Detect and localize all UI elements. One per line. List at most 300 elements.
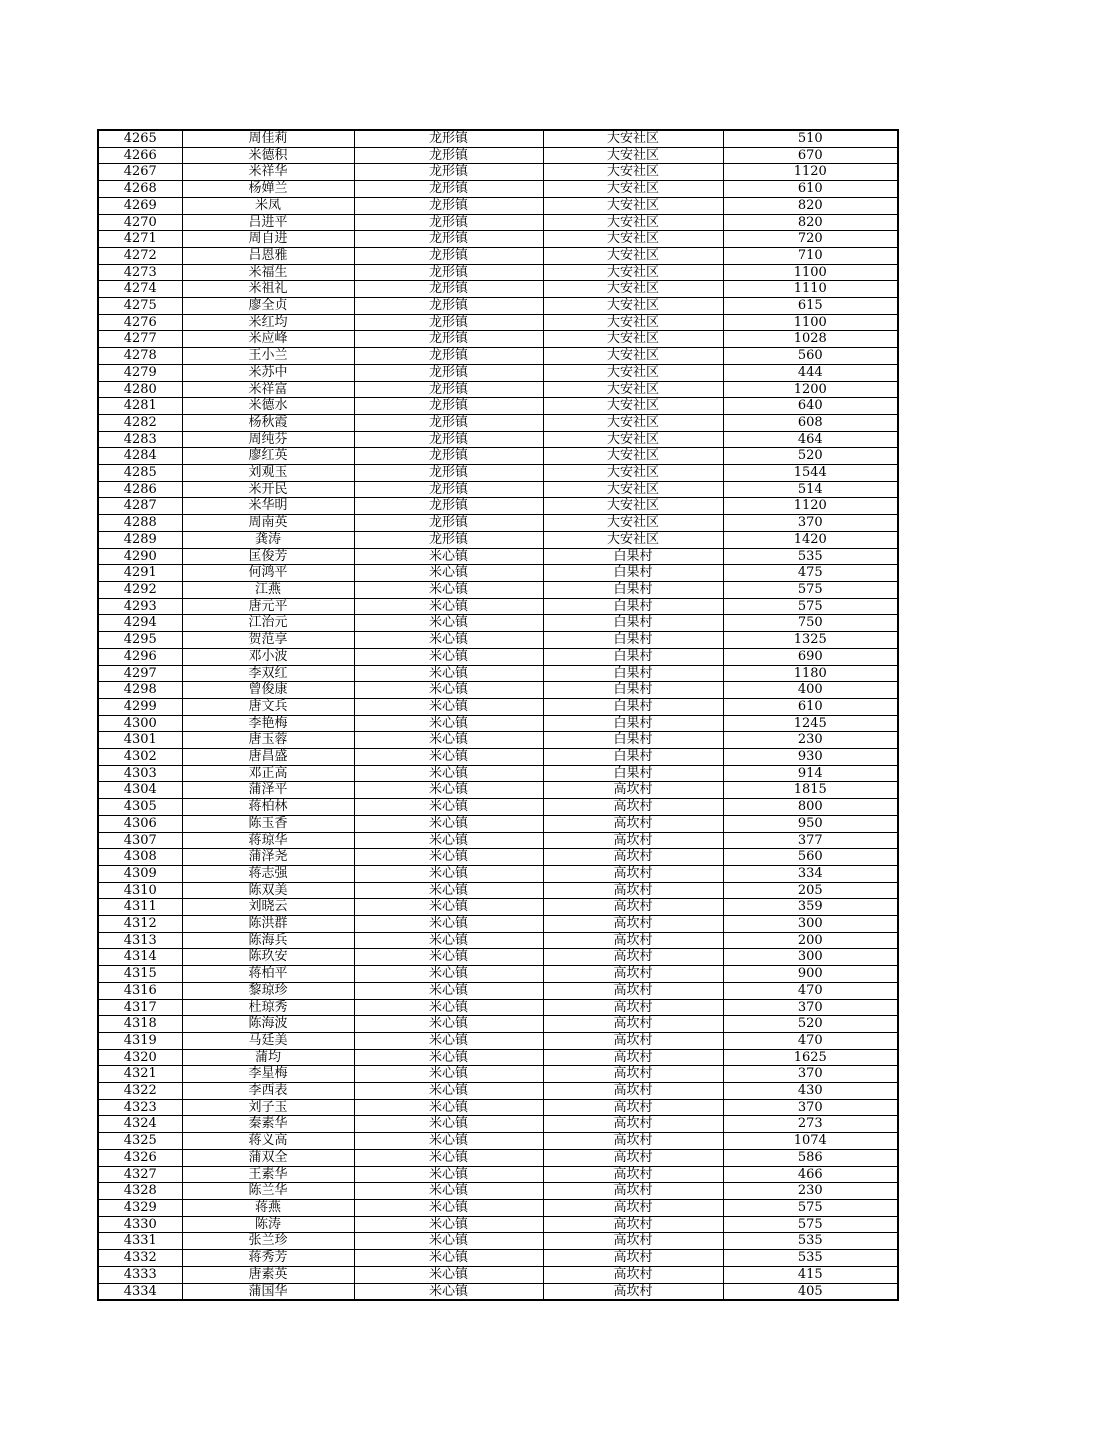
- amount-cell: 750: [723, 615, 898, 632]
- village-cell: 白果村: [543, 548, 723, 565]
- table-row: [98, 982, 898, 999]
- name-cell: 米红均: [182, 314, 354, 331]
- table-row: [98, 481, 898, 498]
- amount-cell: 510: [723, 130, 898, 147]
- town-cell: 米心镇: [354, 598, 543, 615]
- row-number-cell: 4268: [98, 181, 182, 198]
- village-cell: 高坎村: [543, 1016, 723, 1033]
- village-cell: 高坎村: [543, 1032, 723, 1049]
- row-number-cell: 4302: [98, 749, 182, 766]
- amount-cell: 1325: [723, 632, 898, 649]
- amount-cell: 520: [723, 448, 898, 465]
- village-cell: 高坎村: [543, 1133, 723, 1150]
- amount-cell: 300: [723, 916, 898, 933]
- amount-cell: 900: [723, 966, 898, 983]
- amount-cell: 1625: [723, 1049, 898, 1066]
- amount-cell: 720: [723, 231, 898, 248]
- name-cell: 邓正高: [182, 765, 354, 782]
- table-row: [98, 1066, 898, 1083]
- row-number-cell: 4303: [98, 765, 182, 782]
- amount-cell: 1074: [723, 1133, 898, 1150]
- name-cell: 蒲双全: [182, 1149, 354, 1166]
- town-cell: 龙形镇: [354, 331, 543, 348]
- table-row: [98, 1166, 898, 1183]
- amount-cell: 1120: [723, 164, 898, 181]
- row-number-cell: 4334: [98, 1283, 182, 1300]
- name-cell: 米应峰: [182, 331, 354, 348]
- row-number-cell: 4322: [98, 1083, 182, 1100]
- town-cell: 米心镇: [354, 782, 543, 799]
- amount-cell: 1028: [723, 331, 898, 348]
- row-number-cell: 4318: [98, 1016, 182, 1033]
- table-row: [98, 732, 898, 749]
- village-cell: 大安社区: [543, 331, 723, 348]
- row-number-cell: 4301: [98, 732, 182, 749]
- name-cell: 陈兰华: [182, 1183, 354, 1200]
- town-cell: 米心镇: [354, 849, 543, 866]
- row-number-cell: 4316: [98, 982, 182, 999]
- amount-cell: 370: [723, 1099, 898, 1116]
- village-cell: 大安社区: [543, 398, 723, 415]
- village-cell: 白果村: [543, 732, 723, 749]
- table-row: [98, 966, 898, 983]
- row-number-cell: 4267: [98, 164, 182, 181]
- name-cell: 米祥华: [182, 164, 354, 181]
- row-number-cell: 4276: [98, 314, 182, 331]
- table-row: [98, 782, 898, 799]
- amount-cell: 400: [723, 682, 898, 699]
- village-cell: 高坎村: [543, 982, 723, 999]
- town-cell: 米心镇: [354, 815, 543, 832]
- town-cell: 龙形镇: [354, 281, 543, 298]
- row-number-cell: 4274: [98, 281, 182, 298]
- table-row: [98, 1183, 898, 1200]
- name-cell: 米德水: [182, 398, 354, 415]
- row-number-cell: 4284: [98, 448, 182, 465]
- town-cell: 米心镇: [354, 899, 543, 916]
- row-number-cell: 4283: [98, 431, 182, 448]
- amount-cell: 560: [723, 348, 898, 365]
- village-cell: 白果村: [543, 581, 723, 598]
- amount-cell: 230: [723, 732, 898, 749]
- name-cell: 何鸿平: [182, 565, 354, 582]
- row-number-cell: 4277: [98, 331, 182, 348]
- table-row: [98, 1283, 898, 1300]
- row-number-cell: 4289: [98, 531, 182, 548]
- town-cell: 米心镇: [354, 615, 543, 632]
- table-row: [98, 414, 898, 431]
- name-cell: 江燕: [182, 581, 354, 598]
- name-cell: 唐素英: [182, 1266, 354, 1283]
- table-row: [98, 799, 898, 816]
- table-row: [98, 1099, 898, 1116]
- table-row: [98, 281, 898, 298]
- table-row: [98, 682, 898, 699]
- town-cell: 米心镇: [354, 715, 543, 732]
- town-cell: 米心镇: [354, 1066, 543, 1083]
- town-cell: 米心镇: [354, 1032, 543, 1049]
- amount-cell: 370: [723, 515, 898, 532]
- name-cell: 刘子玉: [182, 1099, 354, 1116]
- amount-cell: 560: [723, 849, 898, 866]
- village-cell: 大安社区: [543, 147, 723, 164]
- village-cell: 高坎村: [543, 1283, 723, 1300]
- amount-cell: 1120: [723, 498, 898, 515]
- row-number-cell: 4297: [98, 665, 182, 682]
- town-cell: 龙形镇: [354, 531, 543, 548]
- village-cell: 高坎村: [543, 815, 723, 832]
- town-cell: 龙形镇: [354, 264, 543, 281]
- table-row: [98, 615, 898, 632]
- table-row: [98, 364, 898, 381]
- village-cell: 白果村: [543, 665, 723, 682]
- town-cell: 米心镇: [354, 865, 543, 882]
- village-cell: 大安社区: [543, 164, 723, 181]
- village-cell: 高坎村: [543, 1049, 723, 1066]
- name-cell: 唐玉蓉: [182, 732, 354, 749]
- data-table: [97, 129, 899, 1301]
- amount-cell: 1100: [723, 314, 898, 331]
- table-row: [98, 1250, 898, 1267]
- row-number-cell: 4330: [98, 1216, 182, 1233]
- amount-cell: 464: [723, 431, 898, 448]
- town-cell: 米心镇: [354, 999, 543, 1016]
- name-cell: 陈玉香: [182, 815, 354, 832]
- town-cell: 龙形镇: [354, 431, 543, 448]
- amount-cell: 610: [723, 181, 898, 198]
- table-row: [98, 448, 898, 465]
- town-cell: 米心镇: [354, 1216, 543, 1233]
- town-cell: 米心镇: [354, 749, 543, 766]
- village-cell: 高坎村: [543, 1200, 723, 1217]
- village-cell: 高坎村: [543, 1083, 723, 1100]
- table-row: [98, 498, 898, 515]
- village-cell: 高坎村: [543, 1099, 723, 1116]
- row-number-cell: 4273: [98, 264, 182, 281]
- name-cell: 李西表: [182, 1083, 354, 1100]
- town-cell: 龙形镇: [354, 181, 543, 198]
- amount-cell: 370: [723, 1066, 898, 1083]
- table-row: [98, 1083, 898, 1100]
- village-cell: 高坎村: [543, 1166, 723, 1183]
- amount-cell: 1110: [723, 281, 898, 298]
- table-row: [98, 431, 898, 448]
- amount-cell: 820: [723, 197, 898, 214]
- name-cell: 唐昌盛: [182, 749, 354, 766]
- town-cell: 龙形镇: [354, 130, 543, 147]
- village-cell: 白果村: [543, 632, 723, 649]
- amount-cell: 1815: [723, 782, 898, 799]
- row-number-cell: 4328: [98, 1183, 182, 1200]
- amount-cell: 586: [723, 1149, 898, 1166]
- amount-cell: 575: [723, 1200, 898, 1217]
- town-cell: 米心镇: [354, 1099, 543, 1116]
- town-cell: 龙形镇: [354, 231, 543, 248]
- table-row: [98, 1233, 898, 1250]
- row-number-cell: 4282: [98, 414, 182, 431]
- row-number-cell: 4315: [98, 966, 182, 983]
- village-cell: 大安社区: [543, 431, 723, 448]
- name-cell: 周纯芬: [182, 431, 354, 448]
- amount-cell: 520: [723, 1016, 898, 1033]
- table-row: [98, 164, 898, 181]
- row-number-cell: 4298: [98, 682, 182, 699]
- name-cell: 蒲均: [182, 1049, 354, 1066]
- village-cell: 高坎村: [543, 949, 723, 966]
- name-cell: 米德积: [182, 147, 354, 164]
- town-cell: 米心镇: [354, 1166, 543, 1183]
- amount-cell: 470: [723, 1032, 898, 1049]
- row-number-cell: 4299: [98, 698, 182, 715]
- table-row: [98, 715, 898, 732]
- row-number-cell: 4279: [98, 364, 182, 381]
- amount-cell: 950: [723, 815, 898, 832]
- name-cell: 吕进平: [182, 214, 354, 231]
- name-cell: 周自进: [182, 231, 354, 248]
- name-cell: 杨秋霞: [182, 414, 354, 431]
- amount-cell: 535: [723, 548, 898, 565]
- amount-cell: 575: [723, 1216, 898, 1233]
- town-cell: 龙形镇: [354, 247, 543, 264]
- name-cell: 廖全贞: [182, 298, 354, 315]
- row-number-cell: 4296: [98, 648, 182, 665]
- town-cell: 米心镇: [354, 1016, 543, 1033]
- town-cell: 龙形镇: [354, 147, 543, 164]
- town-cell: 龙形镇: [354, 214, 543, 231]
- amount-cell: 514: [723, 481, 898, 498]
- table-row: [98, 1149, 898, 1166]
- village-cell: 大安社区: [543, 247, 723, 264]
- town-cell: 米心镇: [354, 1133, 543, 1150]
- village-cell: 白果村: [543, 648, 723, 665]
- town-cell: 米心镇: [354, 1200, 543, 1217]
- table-row: [98, 1016, 898, 1033]
- name-cell: 李星梅: [182, 1066, 354, 1083]
- village-cell: 大安社区: [543, 348, 723, 365]
- row-number-cell: 4324: [98, 1116, 182, 1133]
- name-cell: 马廷美: [182, 1032, 354, 1049]
- town-cell: 龙形镇: [354, 314, 543, 331]
- amount-cell: 334: [723, 865, 898, 882]
- village-cell: 高坎村: [543, 1116, 723, 1133]
- village-cell: 高坎村: [543, 832, 723, 849]
- village-cell: 大安社区: [543, 481, 723, 498]
- row-number-cell: 4300: [98, 715, 182, 732]
- row-number-cell: 4291: [98, 565, 182, 582]
- row-number-cell: 4331: [98, 1233, 182, 1250]
- table-row: [98, 381, 898, 398]
- name-cell: 周南英: [182, 515, 354, 532]
- name-cell: 米华明: [182, 498, 354, 515]
- village-cell: 大安社区: [543, 515, 723, 532]
- row-number-cell: 4326: [98, 1149, 182, 1166]
- village-cell: 大安社区: [543, 214, 723, 231]
- town-cell: 龙形镇: [354, 197, 543, 214]
- town-cell: 米心镇: [354, 932, 543, 949]
- village-cell: 高坎村: [543, 916, 723, 933]
- name-cell: 陈海波: [182, 1016, 354, 1033]
- amount-cell: 1100: [723, 264, 898, 281]
- row-number-cell: 4310: [98, 882, 182, 899]
- name-cell: 米开民: [182, 481, 354, 498]
- row-number-cell: 4287: [98, 498, 182, 515]
- town-cell: 米心镇: [354, 698, 543, 715]
- table-row: [98, 548, 898, 565]
- name-cell: 蒋柏平: [182, 966, 354, 983]
- town-cell: 龙形镇: [354, 414, 543, 431]
- amount-cell: 710: [723, 247, 898, 264]
- row-number-cell: 4325: [98, 1133, 182, 1150]
- town-cell: 米心镇: [354, 1183, 543, 1200]
- row-number-cell: 4295: [98, 632, 182, 649]
- village-cell: 高坎村: [543, 1266, 723, 1283]
- table-row: [98, 581, 898, 598]
- name-cell: 周佳莉: [182, 130, 354, 147]
- table-row: [98, 698, 898, 715]
- town-cell: 米心镇: [354, 949, 543, 966]
- table-row: [98, 264, 898, 281]
- table-row: [98, 465, 898, 482]
- table-row: [98, 331, 898, 348]
- row-number-cell: 4290: [98, 548, 182, 565]
- amount-cell: 575: [723, 581, 898, 598]
- town-cell: 米心镇: [354, 916, 543, 933]
- row-number-cell: 4320: [98, 1049, 182, 1066]
- name-cell: 贺范享: [182, 632, 354, 649]
- amount-cell: 1180: [723, 665, 898, 682]
- table-row: [98, 865, 898, 882]
- table-row: [98, 849, 898, 866]
- name-cell: 李双红: [182, 665, 354, 682]
- name-cell: 黎琼珍: [182, 982, 354, 999]
- table-row: [98, 130, 898, 147]
- table-row: [98, 815, 898, 832]
- name-cell: 陈洪群: [182, 916, 354, 933]
- village-cell: 高坎村: [543, 782, 723, 799]
- row-number-cell: 4309: [98, 865, 182, 882]
- town-cell: 米心镇: [354, 882, 543, 899]
- table-row: [98, 1049, 898, 1066]
- table-row: [98, 598, 898, 615]
- town-cell: 米心镇: [354, 581, 543, 598]
- village-cell: 大安社区: [543, 314, 723, 331]
- name-cell: 蒋志强: [182, 865, 354, 882]
- row-number-cell: 4306: [98, 815, 182, 832]
- name-cell: 杜琼秀: [182, 999, 354, 1016]
- amount-cell: 930: [723, 749, 898, 766]
- table-row: [98, 949, 898, 966]
- table-row: [98, 515, 898, 532]
- town-cell: 米心镇: [354, 732, 543, 749]
- town-cell: 米心镇: [354, 648, 543, 665]
- row-number-cell: 4272: [98, 247, 182, 264]
- table-body: [98, 130, 898, 1300]
- table-row: [98, 181, 898, 198]
- town-cell: 米心镇: [354, 1083, 543, 1100]
- row-number-cell: 4278: [98, 348, 182, 365]
- village-cell: 大安社区: [543, 364, 723, 381]
- name-cell: 蒋柏林: [182, 799, 354, 816]
- village-cell: 白果村: [543, 765, 723, 782]
- table-row: [98, 1216, 898, 1233]
- table-row: [98, 899, 898, 916]
- row-number-cell: 4266: [98, 147, 182, 164]
- name-cell: 曾俊康: [182, 682, 354, 699]
- name-cell: 蒲国华: [182, 1283, 354, 1300]
- amount-cell: 914: [723, 765, 898, 782]
- row-number-cell: 4293: [98, 598, 182, 615]
- town-cell: 米心镇: [354, 1233, 543, 1250]
- name-cell: 陈玖安: [182, 949, 354, 966]
- amount-cell: 475: [723, 565, 898, 582]
- name-cell: 米祖礼: [182, 281, 354, 298]
- row-number-cell: 4271: [98, 231, 182, 248]
- name-cell: 邓小波: [182, 648, 354, 665]
- town-cell: 龙形镇: [354, 465, 543, 482]
- row-number-cell: 4307: [98, 832, 182, 849]
- village-cell: 白果村: [543, 598, 723, 615]
- town-cell: 米心镇: [354, 682, 543, 699]
- name-cell: 陈双美: [182, 882, 354, 899]
- amount-cell: 273: [723, 1116, 898, 1133]
- village-cell: 大安社区: [543, 381, 723, 398]
- town-cell: 龙形镇: [354, 381, 543, 398]
- table-row: [98, 916, 898, 933]
- table-row: [98, 648, 898, 665]
- table-row: [98, 832, 898, 849]
- name-cell: 张兰珍: [182, 1233, 354, 1250]
- table-row: [98, 665, 898, 682]
- village-cell: 高坎村: [543, 799, 723, 816]
- amount-cell: 535: [723, 1250, 898, 1267]
- row-number-cell: 4327: [98, 1166, 182, 1183]
- row-number-cell: 4292: [98, 581, 182, 598]
- village-cell: 高坎村: [543, 1250, 723, 1267]
- row-number-cell: 4304: [98, 782, 182, 799]
- town-cell: 米心镇: [354, 982, 543, 999]
- table-row: [98, 197, 898, 214]
- name-cell: 杨婵兰: [182, 181, 354, 198]
- amount-cell: 205: [723, 882, 898, 899]
- name-cell: 刘观玉: [182, 465, 354, 482]
- amount-cell: 670: [723, 147, 898, 164]
- town-cell: 龙形镇: [354, 481, 543, 498]
- row-number-cell: 4281: [98, 398, 182, 415]
- table-row: [98, 314, 898, 331]
- table-row: [98, 632, 898, 649]
- row-number-cell: 4311: [98, 899, 182, 916]
- village-cell: 大安社区: [543, 414, 723, 431]
- amount-cell: 377: [723, 832, 898, 849]
- row-number-cell: 4312: [98, 916, 182, 933]
- village-cell: 高坎村: [543, 1216, 723, 1233]
- amount-cell: 300: [723, 949, 898, 966]
- village-cell: 高坎村: [543, 865, 723, 882]
- row-number-cell: 4323: [98, 1099, 182, 1116]
- row-number-cell: 4270: [98, 214, 182, 231]
- table-row: [98, 298, 898, 315]
- row-number-cell: 4332: [98, 1250, 182, 1267]
- town-cell: 米心镇: [354, 799, 543, 816]
- name-cell: 江治元: [182, 615, 354, 632]
- village-cell: 白果村: [543, 565, 723, 582]
- village-cell: 白果村: [543, 615, 723, 632]
- town-cell: 龙形镇: [354, 448, 543, 465]
- row-number-cell: 4314: [98, 949, 182, 966]
- name-cell: 蒋燕: [182, 1200, 354, 1217]
- village-cell: 大安社区: [543, 197, 723, 214]
- row-number-cell: 4286: [98, 481, 182, 498]
